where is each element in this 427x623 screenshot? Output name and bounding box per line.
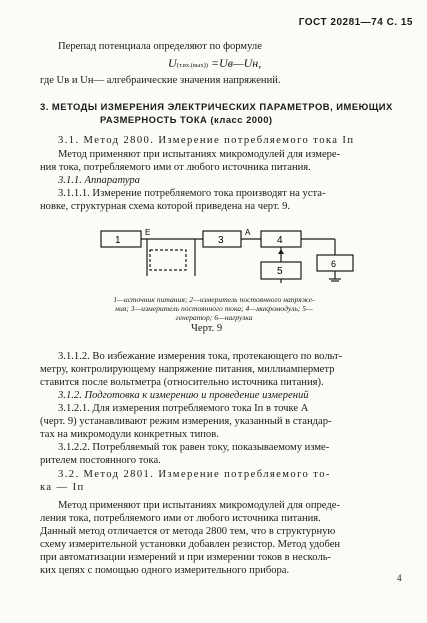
formula-lhs-subscript: (т.вх.(вых)) (176, 62, 208, 69)
clause-3-1-2: 3.1.2. Подготовка к измерению и проведение измерений (58, 390, 309, 401)
clause-3-1-1-2-line3: ставится после вольтметра (относительно источника питания). (40, 377, 324, 388)
clause-3-1-2-1-line1: 3.1.2.1. Для измерения потребляемого тока Iп в точке А (58, 403, 309, 414)
page-mark: 4 (397, 573, 402, 583)
method-para-line2: ления тока, потребляемого ими от любого источника питания. (40, 513, 321, 524)
method-para-line3: Данный метод отличается от метода 2800 тем, что в структурную (40, 526, 336, 537)
diagram-block-5-label: 5 (277, 266, 283, 277)
clause-3-1-title: 3.1. Метод 2800. Измерение потребляемого тока Iп (58, 135, 355, 146)
formula-explanation: где Uв и Uн— алгебраические значения напряжений. (40, 75, 281, 86)
formula-lhs: U (168, 56, 177, 70)
clause-3-1-1-2-line1: 3.1.1.2. Во избежание измерения тока, протекающего по вольт- (58, 351, 343, 362)
method-para-line4: схему измерительной установки добавлен резистор. Метод удобен (40, 539, 341, 550)
intro-line: Перепад потенциала определяют по формуле (58, 41, 262, 52)
diagram-block-1 (101, 231, 141, 247)
diagram-block-4-label: 4 (277, 235, 283, 246)
diagram-block-6-label: 6 (331, 259, 337, 269)
clause-3-1-1-1-line2: новке, структурная схема которой приведена на черт. 9. (40, 201, 291, 212)
clause-3-1-1-2-line2: метру, контролирующему напряжение питания, миллиамперметр (40, 364, 335, 375)
clause-3-1-2-1-line2: (черт. 9) устанавливают режим измерения, указанный в стандар- (40, 416, 332, 427)
clause-3-1-1: 3.1.1. Аппаратура (58, 175, 140, 186)
figure-label: Черт. 9 (191, 323, 223, 334)
method-para-line5: при автоматизации измерений и при измерении токов в несколь- (40, 552, 332, 563)
figure-caption (64, 295, 364, 322)
formula-rhs: =Uв—Uн, (210, 56, 262, 70)
clause-3-1-2-2-line1: 3.1.2.2. Потребляемый ток равен току, показываемому изме- (58, 442, 330, 453)
formula (168, 56, 261, 71)
clause-3-1-line2: ния тока, потребляемого ими от любого источника питания. (40, 162, 311, 173)
clause-3-1-line1: Метод применяют при испытаниях микромодулей для измере- (58, 149, 341, 160)
diagram-block-1-label: 1 (115, 235, 121, 246)
clause-3-2-title-line2: ка — Iп (40, 482, 85, 493)
clause-3-1-1-1-line1: 3.1.1.1. Измерение потребляемого тока производят на уста- (58, 188, 326, 199)
clause-3-1-2-2-line2: рителем постоянного тока. (40, 455, 161, 466)
method-para-line6: ких цепях с помощью одного измерительного прибора. (40, 565, 290, 576)
section-title-line2: РАЗМЕРНОСТЬ ТОКА (класс 2000) (100, 114, 273, 125)
block-diagram (95, 224, 365, 286)
diagram-block-2 (150, 250, 186, 270)
diagram-label-e: E (145, 228, 151, 237)
section-title-line1: 3. МЕТОДЫ ИЗМЕРЕНИЯ ЭЛЕКТРИЧЕСКИХ ПАРАМЕТРОВ, ИМЕЮЩИХ (40, 101, 393, 112)
clause-3-1-2-1-line3: тах на микромодули конкретных типов. (40, 429, 219, 440)
method-para-line1: Метод применяют при испытаниях микромодулей для опреде- (58, 500, 340, 511)
diagram-label-a: A (245, 228, 251, 237)
clause-3-2-title-line1: 3.2. Метод 2801. Измерение потребляемого то- (58, 469, 331, 480)
figure-caption-line3: генератор; 6—нагрузка (175, 313, 253, 322)
figure-caption-line2: ния; 3—измеритель постоянного тока; 4—микромодуль; 5— (115, 304, 313, 313)
diagram-block-3-label: 3 (218, 235, 224, 246)
figure-caption-line1: 1—источник питания; 2—измеритель постоянного напряже- (113, 295, 315, 304)
page-header: ГОСТ 20281—74 С. 15 (298, 17, 413, 28)
